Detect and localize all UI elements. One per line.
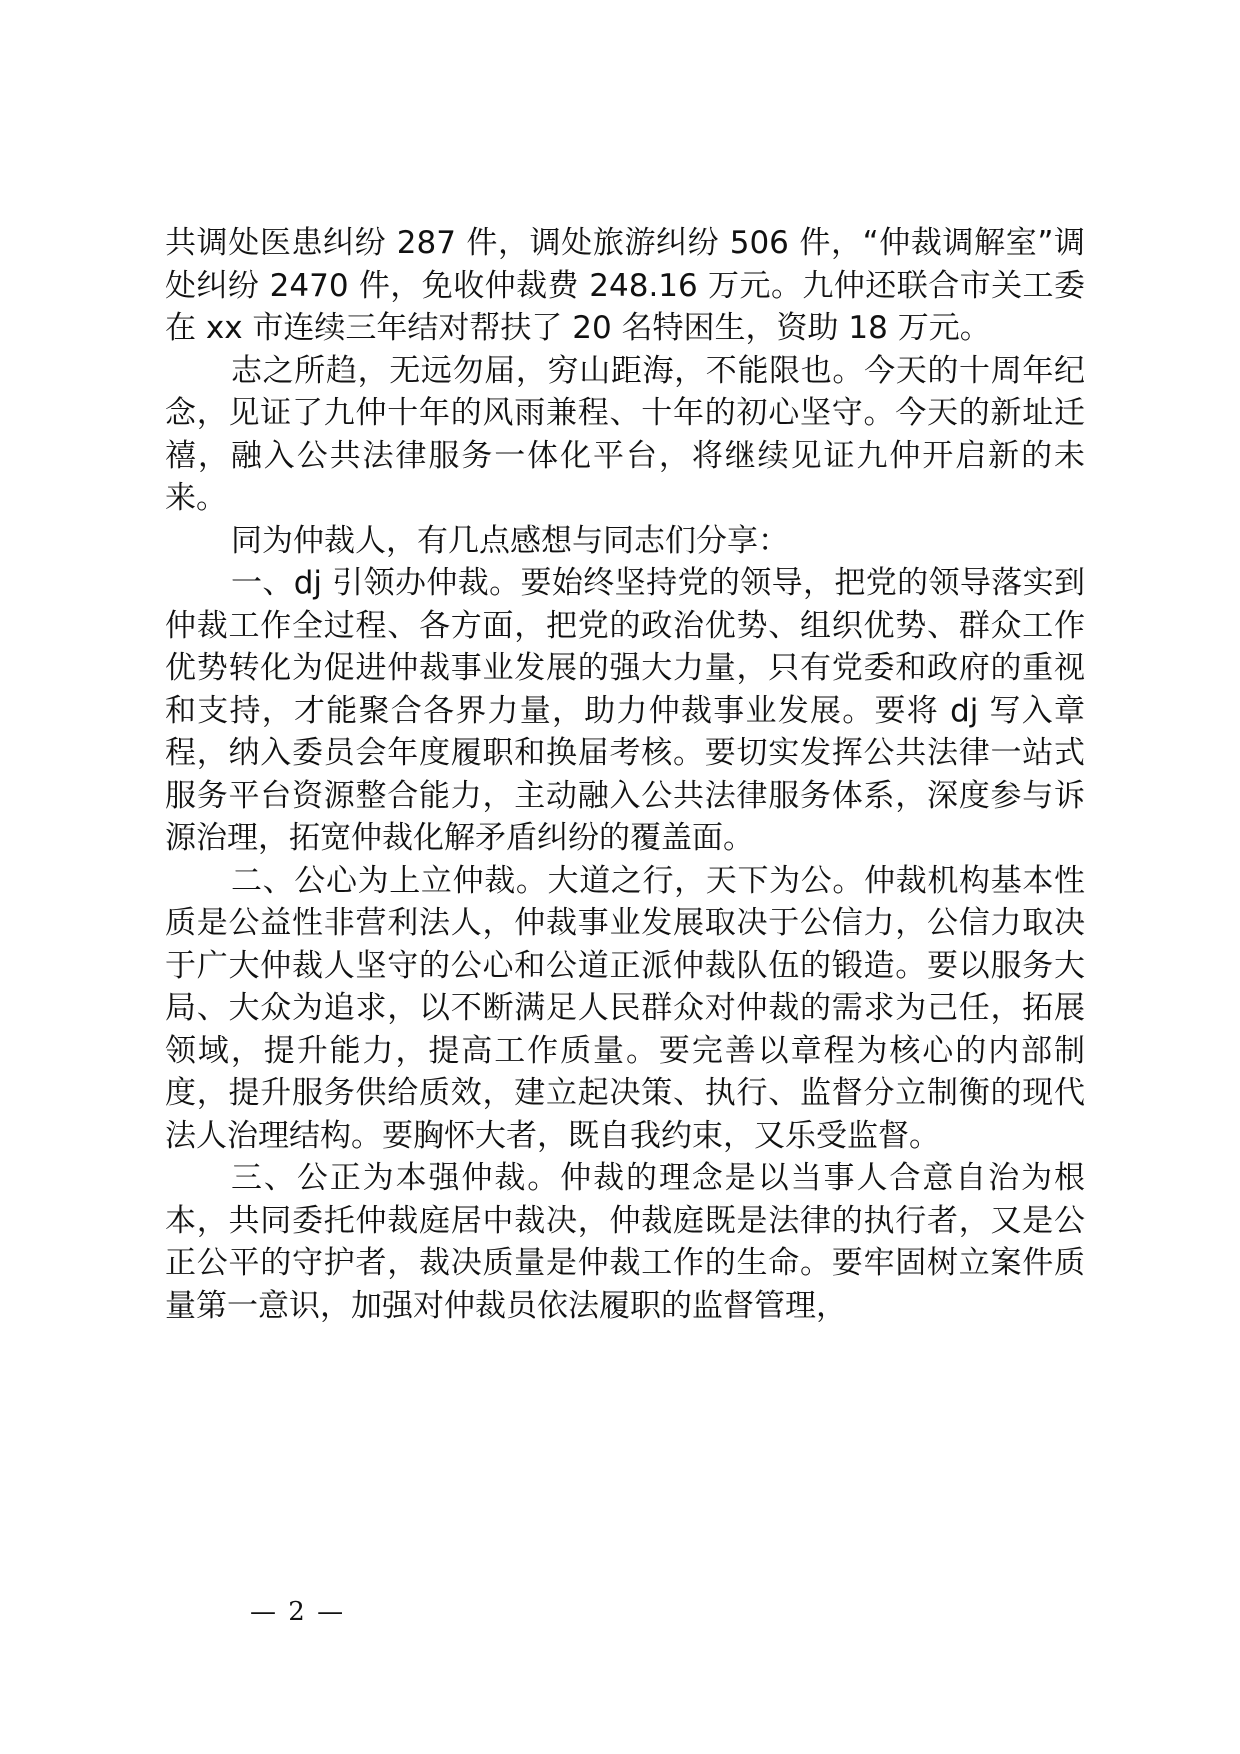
paragraph-point-three: 三、公正为本强仲裁。仲裁的理念是以当事人合意自治为根本，共同委托仲裁庭居中裁决，仲裁庭既是法律的执行者，又是公正公平的守护者，裁决质量是仲裁工作的生命。要牢固树立案件质量第一意识，加强对仲裁员依法履职的监督管理， bbox=[165, 1160, 1085, 1324]
paragraph-continuation: 共调处医患纠纷 287 件，调处旅游纠纷 506 件，“仲裁调解室”调处纠纷 2470 件，免收仲裁费 248.16 万元。九仲还联合市关工委在 xx 市连续三年结对帮扶了 20 名特困生，资助 18 万元。 bbox=[165, 225, 1085, 346]
body-text bbox=[165, 222, 1085, 1327]
paragraph-point-two: 二、公心为上立仲裁。大道之行，天下为公。仲裁机构基本性质是公益性非营利法人，仲裁事业发展取决于公信力，公信力取决于广大仲裁人坚守的公心和公道正派仲裁队伍的锻造。要以服务大局、大众为追求，以不断满足人民群众对仲裁的需求为己任，拓展领域，提升能力，提高工作质量。要完善以章程为核心的内部制度，提升服务供给质效，建立起决策、执行、监督分立制衡的现代法人治理结构。要胸怀大者，既自我约束，又乐受监督。 bbox=[165, 862, 1085, 1154]
page-number: — 2 — bbox=[250, 1597, 346, 1627]
paragraph-point-one: 一、dj 引领办仲裁。要始终坚持党的领导，把党的领导落实到仲裁工作全过程、各方面，把党的政治优势、组织优势、群众工作优势转化为促进仲裁事业发展的强大力量，只有党委和政府的重视和支持，才能聚合各界力量，助力仲裁事业发展。要将 dj 写入章程，纳入委员会年度履职和换届考核。要切实发挥公共法律一站式服务平台资源整合能力，主动融入公共法律服务体系，深度参与诉源治理，拓宽仲裁化解矛盾纠纷的覆盖面。 bbox=[165, 565, 1085, 856]
paragraph-intro: 同为仲裁人，有几点感想与同志们分享： bbox=[231, 522, 789, 559]
paragraph-aspiration: 志之所趋，无远勿届，穷山距海，不能限也。今天的十周年纪念，见证了九仲十年的风雨兼程、十年的初心坚守。今天的新址迁禧，融入公共法律服务一体化平台，将继续见证九仲开启新的未来。 bbox=[165, 352, 1085, 516]
